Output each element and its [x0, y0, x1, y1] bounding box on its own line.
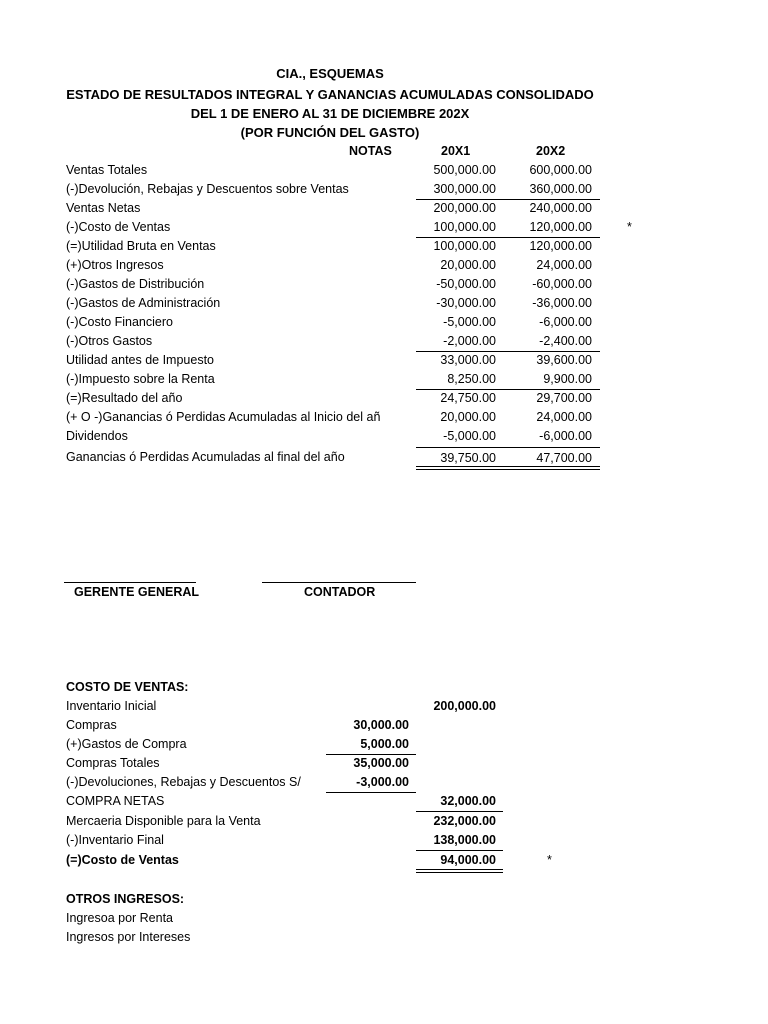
- income-row-label: Utilidad antes de Impuesto: [66, 353, 215, 367]
- cost-row-mid: -3,000.00: [356, 775, 409, 789]
- signature-accountant: CONTADOR: [304, 585, 376, 599]
- reference-mark: *: [627, 220, 632, 234]
- income-row-year1: 24,750.00: [440, 391, 496, 405]
- income-row-year2: 360,000.00: [529, 182, 592, 196]
- income-row-label: Ventas Netas: [66, 201, 141, 215]
- income-row-label: (-)Otros Gastos: [66, 334, 153, 348]
- cost-row-mid: 30,000.00: [353, 718, 409, 732]
- subtotal-rule: [416, 811, 503, 812]
- income-row-label: (-)Impuesto sobre la Renta: [66, 372, 215, 386]
- income-row-year2: -6,000.00: [539, 315, 592, 329]
- cost-of-sales-title: COSTO DE VENTAS:: [66, 680, 189, 694]
- income-row-year2: 120,000.00: [529, 239, 592, 253]
- income-row-label: (+ O -)Ganancias ó Perdidas Acumuladas al Inicio del añ: [66, 410, 381, 424]
- subtotal-rule: [416, 199, 600, 200]
- total-double-rule: [416, 466, 600, 470]
- income-row-year2: 9,900.00: [543, 372, 592, 386]
- other-income-row: Ingresoa por Renta: [66, 911, 174, 925]
- income-row-label: (-)Devolución, Rebajas y Descuentos sobre Ventas: [66, 182, 349, 196]
- cost-row-label: Mercaeria Disponible para la Venta: [66, 814, 261, 828]
- subtotal-rule: [416, 850, 503, 851]
- column-header-year1: 20X1: [441, 144, 471, 158]
- income-row-label: Ganancias ó Perdidas Acumuladas al final del año: [66, 450, 345, 464]
- income-row-year1: 200,000.00: [433, 201, 496, 215]
- income-row-year1: 100,000.00: [433, 220, 496, 234]
- subtotal-rule: [416, 447, 600, 448]
- income-row-label: Dividendos: [66, 429, 128, 443]
- income-row-label: (=)Resultado del año: [66, 391, 183, 405]
- income-row-year2: 24,000.00: [536, 258, 592, 272]
- income-row-year1: 39,750.00: [440, 451, 496, 465]
- other-income-title: OTROS INGRESOS:: [66, 892, 185, 906]
- income-row-label: (-)Gastos de Administración: [66, 296, 221, 310]
- signature-line-accountant: [262, 582, 416, 583]
- income-row-label: (-)Costo Financiero: [66, 315, 173, 329]
- column-header-year2: 20X2: [536, 144, 566, 158]
- cost-row-right: 232,000.00: [433, 814, 496, 828]
- cost-row-right: 94,000.00: [440, 853, 496, 867]
- total-double-rule: [416, 869, 503, 873]
- other-income-row: Ingresos por Intereses: [66, 930, 191, 944]
- income-row-year2: -2,400.00: [539, 334, 592, 348]
- income-row-year2: 39,600.00: [536, 353, 592, 367]
- income-row-year1: -5,000.00: [443, 429, 496, 443]
- cost-row-label: Compras Totales: [66, 756, 160, 770]
- signature-manager: GERENTE GENERAL: [74, 585, 200, 599]
- income-row-year1: 8,250.00: [447, 372, 496, 386]
- income-row-year2: 47,700.00: [536, 451, 592, 465]
- income-row-year1: -2,000.00: [443, 334, 496, 348]
- cost-row-right: 200,000.00: [433, 699, 496, 713]
- income-row-year1: 20,000.00: [440, 258, 496, 272]
- income-row-label: (-)Costo de Ventas: [66, 220, 171, 234]
- subtotal-rule: [416, 351, 600, 352]
- subtotal-rule: [416, 389, 600, 390]
- statement-title: ESTADO DE RESULTADOS INTEGRAL Y GANANCIAS ACUMULADAS CONSOLIDADO: [66, 87, 594, 102]
- income-row-year2: -60,000.00: [532, 277, 592, 291]
- income-row-year1: -30,000.00: [436, 296, 496, 310]
- income-row-year2: 29,700.00: [536, 391, 592, 405]
- signature-line-manager: [64, 582, 196, 583]
- cost-row-label: Inventario Inicial: [66, 699, 157, 713]
- income-row-year1: -5,000.00: [443, 315, 496, 329]
- company-name: CIA., ESQUEMAS: [276, 66, 384, 81]
- income-row-year2: 240,000.00: [529, 201, 592, 215]
- cost-row-right: 32,000.00: [440, 794, 496, 808]
- column-header-notes: NOTAS: [349, 144, 392, 158]
- income-row-year2: -36,000.00: [532, 296, 592, 310]
- cost-row-label: (+)Gastos de Compra: [66, 737, 187, 751]
- statement-method: (POR FUNCIÓN DEL GASTO): [240, 125, 420, 140]
- income-row-year2: 120,000.00: [529, 220, 592, 234]
- cost-row-label: (-)Inventario Final: [66, 833, 164, 847]
- income-row-label: (-)Gastos de Distribución: [66, 277, 205, 291]
- income-row-year1: 500,000.00: [433, 163, 496, 177]
- cost-row-label: (-)Devoluciones, Rebajas y Descuentos S/: [66, 775, 301, 789]
- income-row-year1: 20,000.00: [440, 410, 496, 424]
- cost-row-mid: 5,000.00: [360, 737, 409, 751]
- income-row-year2: -6,000.00: [539, 429, 592, 443]
- reference-mark: *: [547, 853, 552, 867]
- statement-period: DEL 1 DE ENERO AL 31 DE DICIEMBRE 202X: [190, 106, 470, 121]
- income-row-year1: -50,000.00: [436, 277, 496, 291]
- income-row-year1: 33,000.00: [440, 353, 496, 367]
- subtotal-rule: [416, 237, 600, 238]
- income-row-year1: 300,000.00: [433, 182, 496, 196]
- subtotal-rule: [326, 792, 416, 793]
- cost-row-label: (=)Costo de Ventas: [66, 853, 179, 867]
- income-row-label: (=)Utilidad Bruta en Ventas: [66, 239, 216, 253]
- income-row-year2: 24,000.00: [536, 410, 592, 424]
- income-row-year1: 100,000.00: [433, 239, 496, 253]
- income-row-label: Ventas Totales: [66, 163, 148, 177]
- subtotal-rule: [326, 754, 416, 755]
- income-row-label: (+)Otros Ingresos: [66, 258, 164, 272]
- cost-row-label: Compras: [66, 718, 117, 732]
- cost-row-mid: 35,000.00: [353, 756, 409, 770]
- cost-row-right: 138,000.00: [433, 833, 496, 847]
- income-row-year2: 600,000.00: [529, 163, 592, 177]
- cost-row-label: COMPRA NETAS: [66, 794, 165, 808]
